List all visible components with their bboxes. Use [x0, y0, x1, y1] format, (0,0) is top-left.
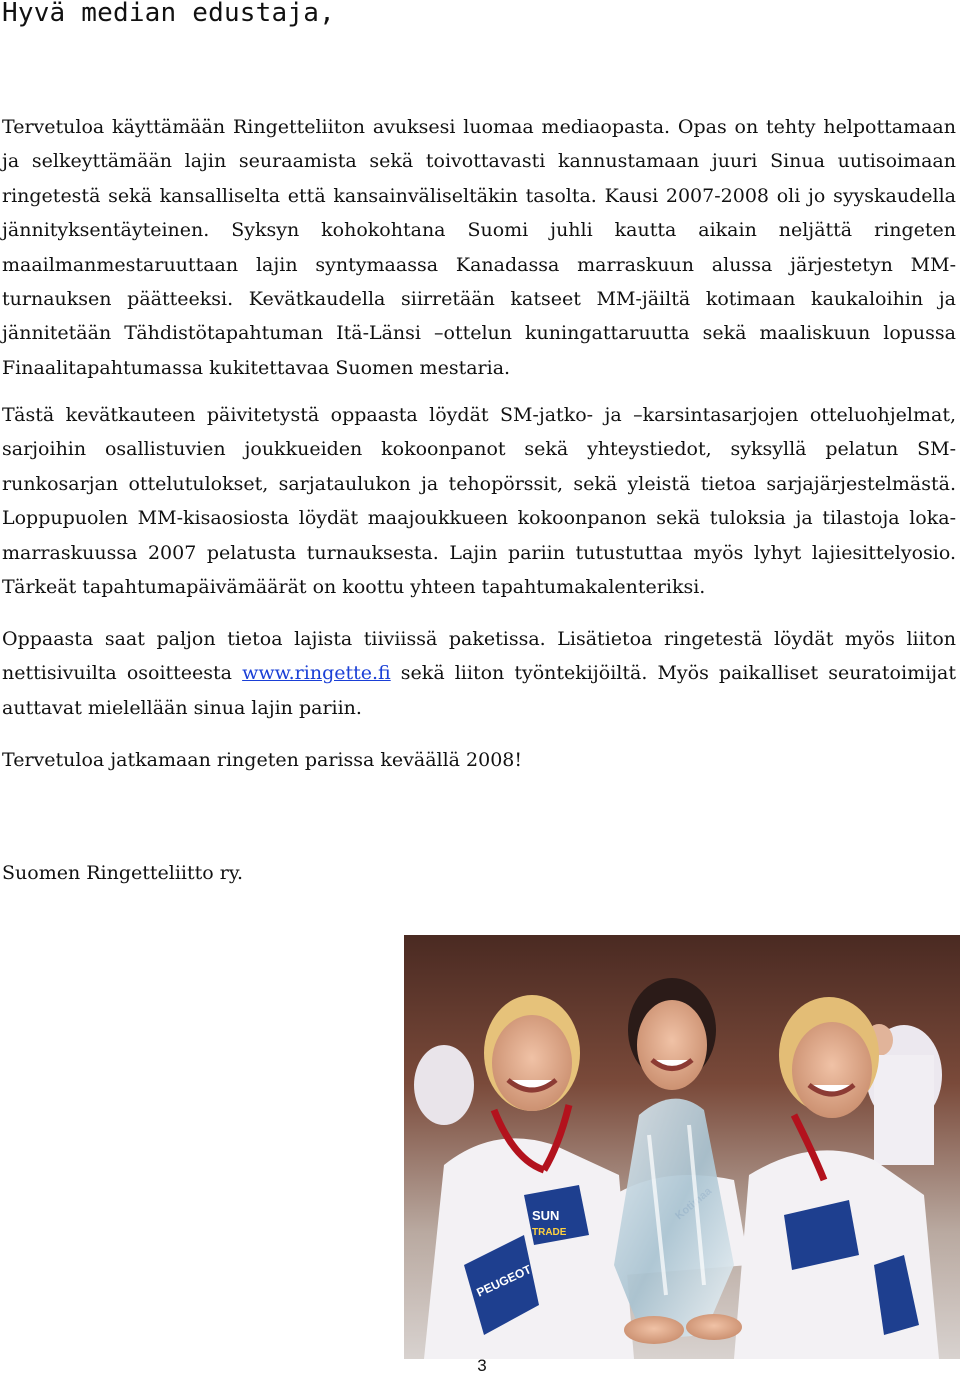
more-info-paragraph [2, 622, 956, 725]
page-number: 3 [477, 1356, 487, 1375]
intro-paragraph: Tervetuloa käyttämään Ringetteliiton avuksesi luomaa mediaopasta. Opas on tehty helpottamaan ja selkeyttämään lajin seuraamista sekä toivottavasti kannustamaan juuri Sinua uutisoimaan ringetestä sekä kansalliselta että kansainväliseltäkin tasolta. Kausi 2007-2008 oli jo syyskaudella jännityksentäyteinen. Syksyn kohokohtana Suomi juhli kautta aikain neljättä ringeten maailmanmestaruuttaan lajin syntymaassa Kanadassa marraskuun alussa järjestetyn MM-turnauksen päätteeksi. Kevätkaudella siirretään katseet MM-jäiltä kotimaan kaukaloihin ja jännitetään Tähdistötapahtuman Itä-Länsi –ottelun kuningattaruutta sekä maaliskuun lopussa Finaalitapahtumassa kukitettavaa Suomen mestaria. [2, 116, 956, 379]
jersey-sponsor-text: TRADE [532, 1227, 567, 1238]
signature: Suomen Ringetteliitto ry. [2, 862, 244, 884]
contents-paragraph: Tästä kevätkauteen päivitetystä oppaasta löydät SM-jatko- ja –karsintasarjojen otteluohjelmat, sarjoihin osallistuvien joukkueiden kokoonpanot sekä yhteystiedot, syksyllä pelatun SM-runkosarjan ottelutulokset, sarjataulukon ja tehopörssit, sekä yleistä tietoa sarjajärjestelmästä. Loppupuolen MM-kisaosiosta löydät maajoukkueen kokoonpanon sekä tuloksia ja tilastoja loka-marraskuussa 2007 pelatusta turnauksesta. Lajin pariin tutustuttaa myös lyhyt lajiesittelyosio. Tärkeät tapahtumapäivämäärät on koottu yhteen tapahtumakalenteriksi. [2, 404, 956, 599]
ringette-website-link[interactable]: www.ringette.fi [242, 662, 391, 685]
welcome-paragraph: Tervetuloa jatkamaan ringeten parissa keväällä 2008! [2, 749, 523, 771]
page-heading: Hyvä median edustaja, [2, 0, 335, 28]
more-info-text-end: sekä liiton työntekijöiltä. Myös paikalliset seuratoimijat auttavat mielellään sinua lajin pariin. [2, 662, 957, 719]
team-celebration-photo [404, 935, 960, 1359]
jersey-sponsor-text: SUN [532, 1208, 560, 1223]
jersey-left [424, 1138, 634, 1359]
jersey-sponsor-text: PEUGEOT [474, 1262, 534, 1300]
more-info-text-start: Oppaasta saat paljon tietoa lajista tiiviissä paketissa. Lisätietoa ringetestä löydät myös liiton nettisivuilta osoitteesta [2, 628, 956, 685]
